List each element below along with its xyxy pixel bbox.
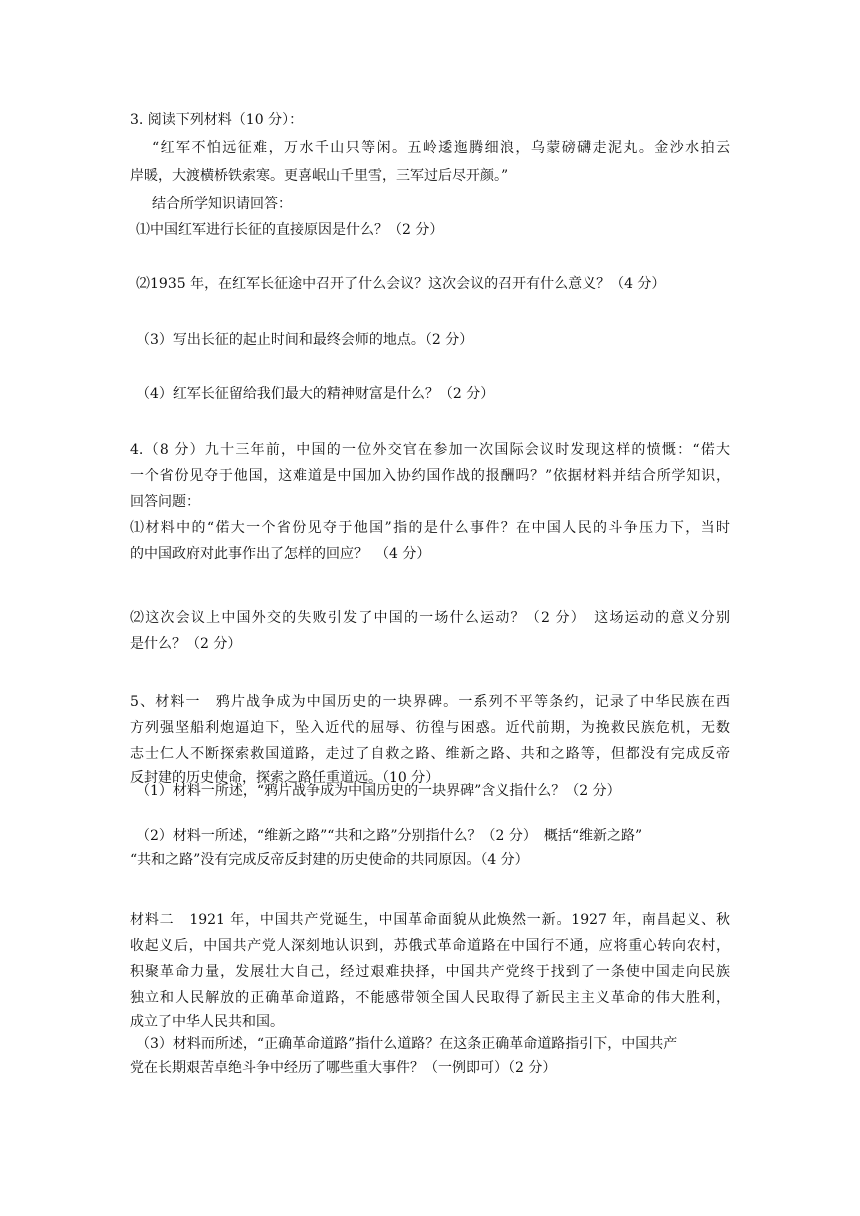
- q4-question-2-line-1: ⑵这次会议上中国外交的失败引发了中国的一场什么运动？（2 分） 这场运动的意义分别: [130, 610, 730, 626]
- q4-question-2-line-2: 是什么？（2 分）: [130, 636, 242, 652]
- q4-intro-line-1: 4.（8 分）九十三年前，中国的一位外交官在参加一次国际会议时发现这样的愤慨：“偌大: [130, 442, 730, 458]
- q5-material2-line-5: 成立了中华人民共和国。: [130, 1014, 284, 1030]
- q5-material1-line-4: 反封建的历史使命，探索之路任重道远。（10 分）: [130, 770, 440, 786]
- q5-material2-line-1: 材料二 1921 年，中国共产党诞生，中国革命面貌从此焕然一新。1927 年，南昌起义、秋: [130, 912, 730, 928]
- q4-question-1-line-1: ⑴材料中的“偌大一个省份见夺于他国”指的是什么事件？在中国人民的斗争压力下，当时: [130, 520, 730, 536]
- q3-question-3: （3）写出长征的起止时间和最终会师的地点。（2 分）: [136, 332, 474, 348]
- q4-intro-line-2: 一个省份见夺于他国，这难道是中国加入协约国作战的报酬吗？”依据材料并结合所学知识，: [130, 468, 730, 484]
- q5-material2-line-2: 收起义后，中国共产党人深刻地认识到，苏俄式革命道路在中国行不通，应将重心转向农村，: [130, 938, 730, 954]
- q3-title: 3. 阅读下列材料（10 分）：: [130, 112, 304, 128]
- q4-intro-line-3: 回答问题：: [130, 494, 200, 510]
- q3-question-4: （4）红军长征留给我们最大的精神财富是什么？（2 分）: [136, 386, 495, 402]
- q5-question-1: （1）材料一所述，“鸦片战争成为中国历史的一块界碑”含义指什么？（2 分）: [136, 783, 621, 799]
- q5-question-3-line-1: （3）材料而所述，“正确革命道路”指什么道路？在这条正确革命道路指引下，中国共产: [136, 1036, 678, 1052]
- q5-question-3-line-2: 党在长期艰苦卓绝斗争中经历了哪些重大事件？（一例即可）（2 分）: [130, 1060, 557, 1076]
- q5-material1-line-2: 方列强坚船利炮逼迫下，坠入近代的屈辱、彷徨与困惑。近代前期，为挽救民族危机，无数: [130, 720, 730, 736]
- q5-material1-line-1: 5、材料一 鸦片战争成为中国历史的一块界碑。一系列不平等条约，记录了中华民族在西: [130, 694, 730, 710]
- q3-question-2: ⑵1935 年，在红军长征途中召开了什么会议？这次会议的召开有什么意义？（4 分）: [136, 276, 666, 292]
- q5-material2-line-4: 独立和人民解放的正确革命道路，不能感带领全国人民取得了新民主主义革命的伟大胜利，: [130, 990, 730, 1006]
- q5-question-2-line-1: （2）材料一所述，“维新之路”“共和之路”分别指什么？（2 分） 概括“维新之路”: [136, 828, 643, 844]
- q4-question-1-line-2: 的中国政府对此事作出了怎样的回应？ （4 分）: [130, 546, 431, 562]
- q3-poem-line-2: 岸暖，大渡横桥铁索寒。更喜岷山千里雪，三军过后尽开颜。”: [130, 168, 509, 184]
- q5-question-2-line-2: “共和之路”没有完成反帝反封建的历史使命的共同原因。（4 分）: [130, 852, 529, 868]
- q5-material2-line-3: 积聚革命力量，发展壮大自己，经过艰难抉择，中国共产党终于找到了一条使中国走向民族: [130, 964, 730, 980]
- q3-poem-line-1: “红军不怕远征难，万水千山只等闲。五岭逶迤腾细浪，乌蒙磅礴走泥丸。金沙水拍云: [152, 140, 730, 156]
- q3-question-1: ⑴中国红军进行长征的直接原因是什么？（2 分）: [136, 222, 444, 238]
- q3-prompt: 结合所学知识请回答：: [152, 196, 292, 212]
- q5-material1-line-3: 志士仁人不断探索救国道路，走过了自救之路、维新之路、共和之路等，但都没有完成反帝: [130, 746, 730, 762]
